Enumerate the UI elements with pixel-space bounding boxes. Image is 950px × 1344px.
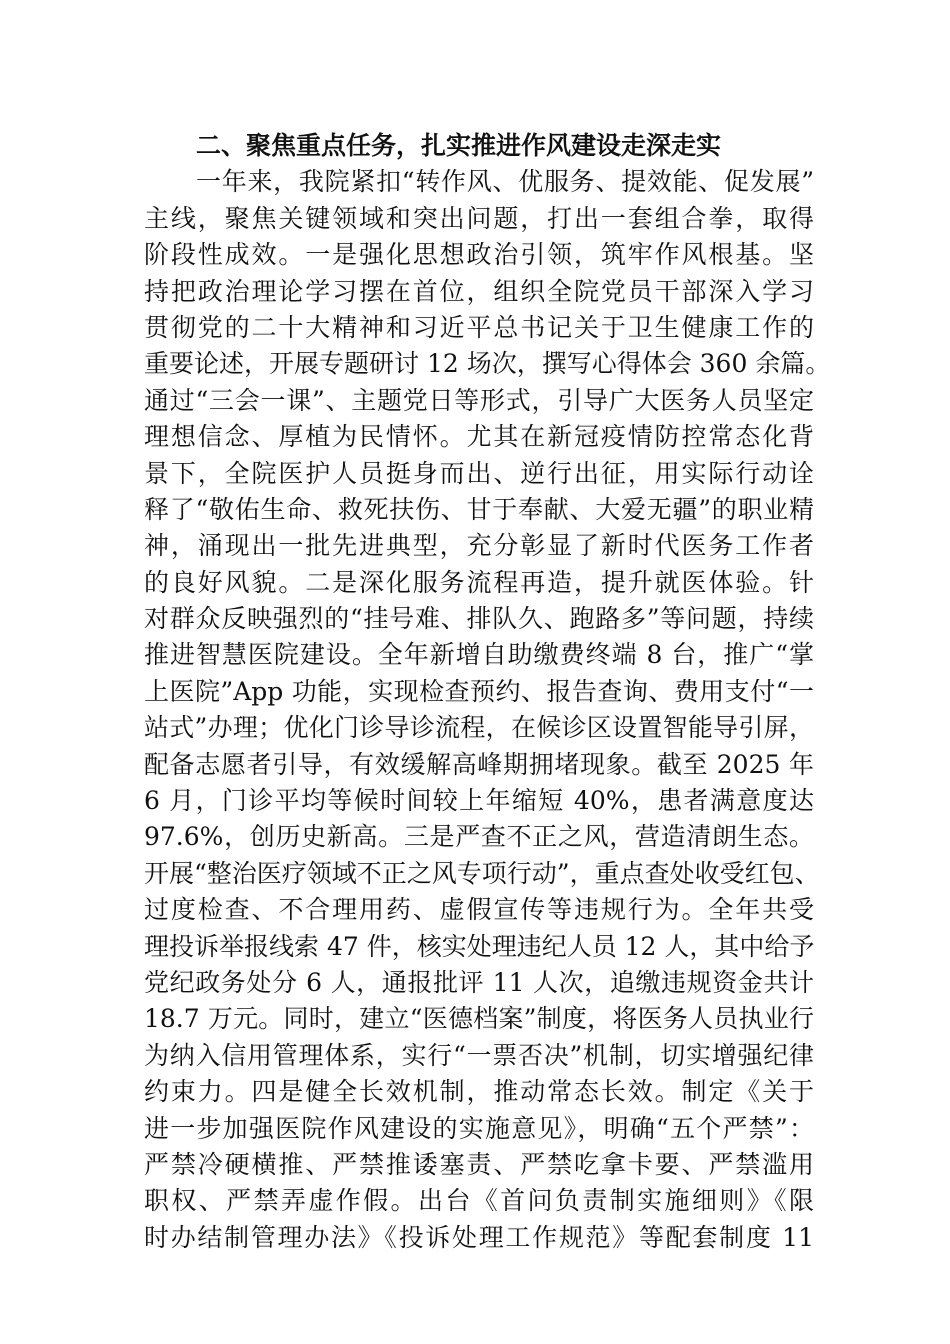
- document-body: [144, 128, 831, 1256]
- body-line: 神，涌现出一批先进典型，充分彰显了新时代医务工作者: [144, 531, 814, 561]
- body-line: 景下，全院医护人员挺身而出、逆行出征，用实际行动诠: [144, 458, 814, 488]
- body-line: 阶段性成效。一是强化思想政治引领，筑牢作风根基。坚: [144, 240, 814, 270]
- body-line: 配备志愿者引导，有效缓解高峰期拥堵现象。截至 2025 年: [144, 749, 814, 779]
- body-line: 97.6%，创历史新高。三是严查不正之风，营造清朗生态。: [144, 822, 814, 852]
- section-heading: 二、聚焦重点任务，扎实推进作风建设走深走实: [196, 131, 722, 160]
- body-line: 主线，聚焦关键领域和突出问题，打出一套组合拳，取得: [144, 203, 814, 233]
- body-line: 推进智慧医院建设。全年新增自助缴费终端 8 台，推广“掌: [144, 640, 814, 670]
- body-line: 进一步加强医院作风建设的实施意见》，明确“五个严禁”：: [144, 1113, 814, 1143]
- body-line: 过度检查、不合理用药、虚假宣传等违规行为。全年共受: [144, 895, 814, 925]
- body-line: 持把政治理论学习摆在首位，组织全院党员干部深入学习: [144, 276, 814, 306]
- body-line: 理想信念、厚植为民情怀。尤其在新冠疫情防控常态化背: [144, 422, 814, 452]
- body-line: 释了“敬佑生命、救死扶伤、甘于奉献、大爱无疆”的职业精: [144, 494, 814, 524]
- body-line: 职权、严禁弄虚作假。出台《首问负责制实施细则》《限: [144, 1186, 814, 1216]
- body-line: 约束力。四是健全长效机制，推动常态长效。制定《关于: [144, 1077, 814, 1107]
- body-line: 站式”办理；优化门诊导诊流程，在候诊区设置智能导引屏，: [144, 713, 814, 743]
- body-line: 贯彻党的二十大精神和习近平总书记关于卫生健康工作的: [144, 312, 814, 342]
- body-line: 党纪政务处分 6 人，通报批评 11 人次，追缴违规资金共计: [144, 967, 814, 997]
- body-line: 对群众反映强烈的“挂号难、排队久、跑路多”等问题，持续: [144, 604, 814, 634]
- body-line: 时办结制管理办法》《投诉处理工作规范》等配套制度 11: [144, 1222, 814, 1252]
- body-line: 为纳入信用管理体系，实行“一票否决”机制，切实增强纪律: [144, 1040, 814, 1070]
- body-line: 6 月，门诊平均等候时间较上年缩短 40%，患者满意度达: [144, 786, 814, 816]
- body-line: 开展“整治医疗领域不正之风专项行动”，重点查处收受红包、: [144, 858, 820, 888]
- body-line: 重要论述，开展专题研讨 12 场次，撰写心得体会 360 余篇。: [144, 349, 831, 379]
- body-line: 理投诉举报线索 47 件，核实处理违纪人员 12 人，其中给予: [144, 931, 815, 961]
- body-line: 一年来，我院紧扣“转作风、优服务、提效能、促发展”: [196, 167, 814, 197]
- body-line: 上医院”App 功能，实现检查预约、报告查询、费用支付“一: [144, 676, 814, 706]
- body-line: 通过“三会一课”、主题党日等形式，引导广大医务人员坚定: [144, 385, 814, 415]
- body-line: 严禁冷硬横推、严禁推诿塞责、严禁吃拿卡要、严禁滥用: [144, 1149, 814, 1179]
- body-line: 18.7 万元。同时，建立“医德档案”制度，将医务人员执业行: [144, 1004, 814, 1034]
- body-line: 的良好风貌。二是深化服务流程再造，提升就医体验。针: [144, 567, 814, 597]
